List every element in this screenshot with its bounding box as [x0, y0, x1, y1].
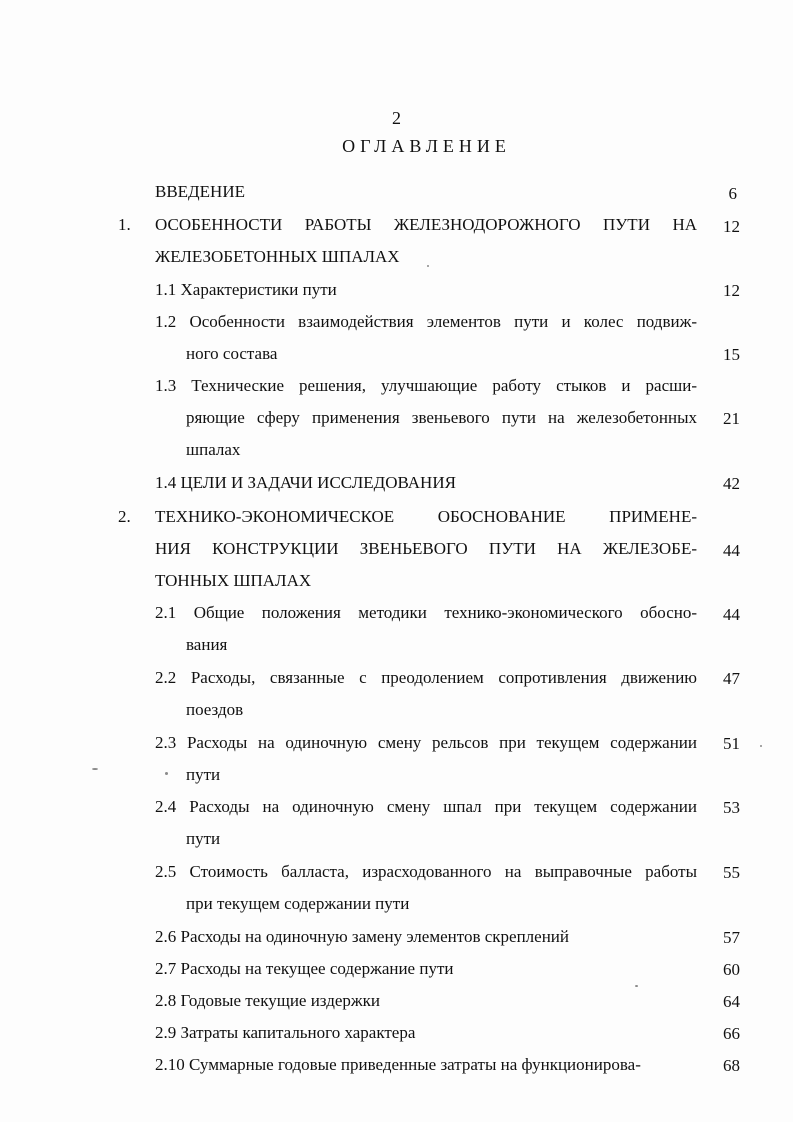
- toc-entry-intro: ВВЕДЕНИЕ: [155, 182, 245, 201]
- toc-page-1-4: 42: [723, 474, 740, 493]
- toc-page-1-2: 15: [723, 345, 740, 364]
- toc-page-2-7: 60: [723, 960, 740, 979]
- toc-entry-1-2-line1: 1.2 Особенности взаимодействия элементов пути и колес подвиж-: [155, 312, 697, 331]
- toc-entry-2-10: 2.10 Суммарные годовые приведенные затраты на функционирова-: [155, 1055, 641, 1074]
- toc-page-ch1: 12: [723, 217, 740, 236]
- scan-speck: [427, 265, 429, 267]
- toc-entry-1-3-line1: 1.3 Технические решения, улучшающие работу стыков и расши-: [155, 376, 697, 395]
- toc-page-2-3: 51: [723, 734, 740, 753]
- toc-page-2-10: 68: [723, 1056, 740, 1075]
- toc-entry-2-3-line2: пути: [186, 765, 221, 784]
- toc-page-2-2: 47: [723, 669, 740, 688]
- toc-entry-2-9: 2.9 Затраты капитального характера: [155, 1023, 416, 1042]
- toc-entry-2-5-line2: при текущем содержании пути: [186, 894, 410, 913]
- toc-entry-2-1-line2: вания: [186, 635, 228, 654]
- scan-speck: [635, 985, 638, 987]
- toc-entry-2-8: 2.8 Годовые текущие издержки: [155, 991, 381, 1010]
- toc-entry-1-1: 1.1 Характеристики пути: [155, 280, 337, 299]
- scan-speck: [92, 768, 98, 770]
- toc-page-2-6: 57: [723, 928, 740, 947]
- toc-page-1-3: 21: [723, 409, 740, 428]
- toc-entry-2-3-line1: 2.3 Расходы на одиночную смену рельсов при текущем содержании: [155, 733, 697, 752]
- toc-title: ОГЛАВЛЕНИЕ: [342, 136, 511, 156]
- toc-entry-1-3-line3: шпалах: [186, 440, 241, 459]
- toc-entry-ch1-line1: ОСОБЕННОСТИ РАБОТЫ ЖЕЛЕЗНОДОРОЖНОГО ПУТИ НА: [155, 215, 697, 234]
- toc-entry-ch2-line2: НИЯ КОНСТРУКЦИИ ЗВЕНЬЕВОГО ПУТИ НА ЖЕЛЕЗОБЕ-: [155, 539, 697, 558]
- toc-entry-2-4-line1: 2.4 Расходы на одиночную смену шпал при текущем содержании: [155, 797, 697, 816]
- toc-entry-ch1-line2: ЖЕЛЕЗОБЕТОННЫХ ШПАЛАХ: [155, 247, 400, 266]
- toc-page-ch2: 44: [723, 541, 740, 560]
- toc-entry-2-2-line1: 2.2 Расходы, связанные с преодолением сопротивления движению: [155, 668, 697, 687]
- chapter-number-2: 2.: [118, 507, 131, 526]
- toc-entry-1-3-line2: ряющие сферу применения звеньевого пути на железобетонных: [186, 408, 697, 427]
- toc-entry-ch2-line1: ТЕХНИКО-ЭКОНОМИЧЕСКОЕ ОБОСНОВАНИЕ ПРИМЕНЕ-: [155, 507, 697, 526]
- toc-entry-2-4-line2: пути: [186, 829, 221, 848]
- page-number: 2: [392, 108, 401, 128]
- scan-speck: [760, 745, 762, 747]
- toc-page-2-4: 53: [723, 798, 740, 817]
- toc-entry-2-5-line1: 2.5 Стоимость балласта, израсходованного на выправочные работы: [155, 862, 697, 881]
- chapter-number-1: 1.: [118, 215, 131, 234]
- toc-page-2-1: 44: [723, 605, 740, 624]
- toc-entry-1-4: 1.4 ЦЕЛИ И ЗАДАЧИ ИССЛЕДОВАНИЯ: [155, 473, 456, 492]
- toc-page-2-8: 64: [723, 992, 740, 1011]
- toc-entry-ch2-line3: ТОННЫХ ШПАЛАХ: [155, 571, 312, 590]
- toc-entry-2-2-line2: поездов: [186, 700, 244, 719]
- toc-entry-1-2-line2: ного состава: [186, 344, 278, 363]
- toc-page-intro: 6: [728, 184, 737, 203]
- scan-speck: [165, 772, 168, 775]
- toc-entry-2-6: 2.6 Расходы на одиночную замену элементов скреплений: [155, 927, 569, 946]
- toc-page-1-1: 12: [723, 281, 740, 300]
- toc-entry-2-7: 2.7 Расходы на текущее содержание пути: [155, 959, 454, 978]
- toc-page-2-9: 66: [723, 1024, 740, 1043]
- toc-entry-2-1-line1: 2.1 Общие положения методики технико-экономического обосно-: [155, 603, 697, 622]
- toc-page-2-5: 55: [723, 863, 740, 882]
